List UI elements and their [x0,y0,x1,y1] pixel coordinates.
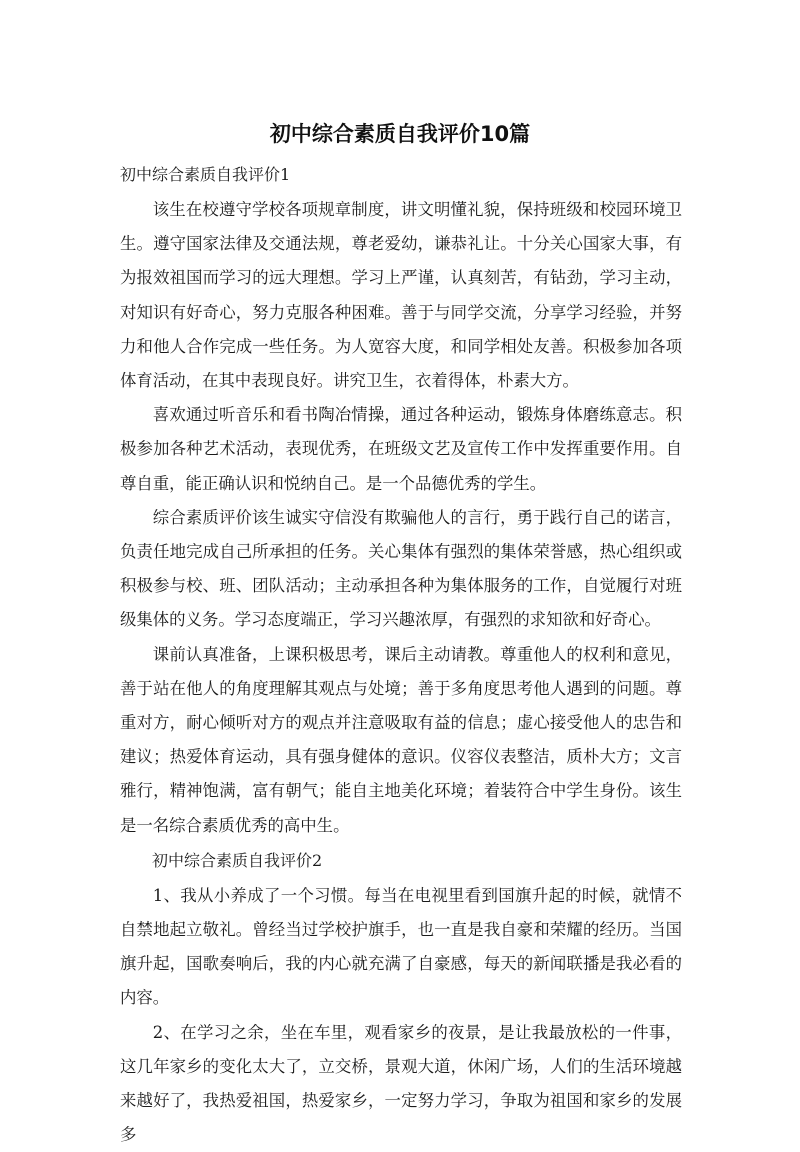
document-body [120,157,682,1152]
paragraph: 2、在学习之余，坐在车里，观看家乡的夜景，是让我最放松的一件事，这几年家乡的变化太大了，立交桥，景观大道，休闲广场，人们的生活环境越来越好了，我热爱祖国，热爱家乡，一定努力学习，争取为祖国和家乡的发展多 [120,1022,682,1145]
paragraph: 1、我从小养成了一个习惯。每当在电视里看到国旗升起的时候，就情不自禁地起立敬礼。曾经当过学校护旗手，也一直是我自豪和荣耀的经历。当国旗升起，国歌奏响后，我的内心就充满了自豪感，每天的新闻联播是我必看的内容。 [120,885,682,1008]
document-title: 初中综合素质自我评价10篇 [269,122,531,146]
paragraph: 综合素质评价该生诚实守信没有欺骗他人的言行，勇于践行自己的诺言，负责任地完成自己所承担的任务。关心集体有强烈的集体荣誉感，热心组织或积极参与校、班、团队活动；主动承担各种为集体服务的工作，自觉履行对班级集体的义务。学习态度端正，学习兴趣浓厚，有强烈的求知欲和好奇心。 [120,507,682,630]
paragraph: 喜欢通过听音乐和看书陶冶情操，通过各种运动，锻炼身体磨练意志。积极参加各种艺术活动，表现优秀，在班级文艺及宣传工作中发挥重要作用。自尊自重，能正确认识和悦纳自己。是一个品德优秀的学生。 [120,405,682,493]
paragraph: 该生在校遵守学校各项规章制度，讲文明懂礼貌，保持班级和校园环境卫生。遵守国家法律及交通法规，尊老爱幼，谦恭礼让。十分关心国家大事，有为报效祖国而学习的远大理想。学习上严谨，认真刻苦，有钻劲，学习主动，对知识有好奇心，努力克服各种困难。善于与同学交流，分享学习经验，并努力和他人合作完成一些任务。为人宽容大度，和同学相处友善。积极参加各项体育活动，在其中表现良好。讲究卫生，衣着得体，朴素大方。 [120,200,682,391]
section-heading: 初中综合素质自我评价2 [152,850,323,870]
paragraph: 课前认真准备，上课积极思考，课后主动请教。尊重他人的权利和意见，善于站在他人的角度理解其观点与处境；善于多角度思考他人遇到的问题。尊重对方，耐心倾听对方的观点并注意吸取有益的信息；虚心接受他人的忠告和建议；热爱体育运动，具有强身健体的意识。仪容仪表整洁，质朴大方；文言雅行，精神饱满，富有朝气；能自主地美化环境；着装符合中学生身份。该生是一名综合素质优秀的高中生。 [120,644,682,835]
section-heading: 初中综合素质自我评价1 [120,165,291,184]
